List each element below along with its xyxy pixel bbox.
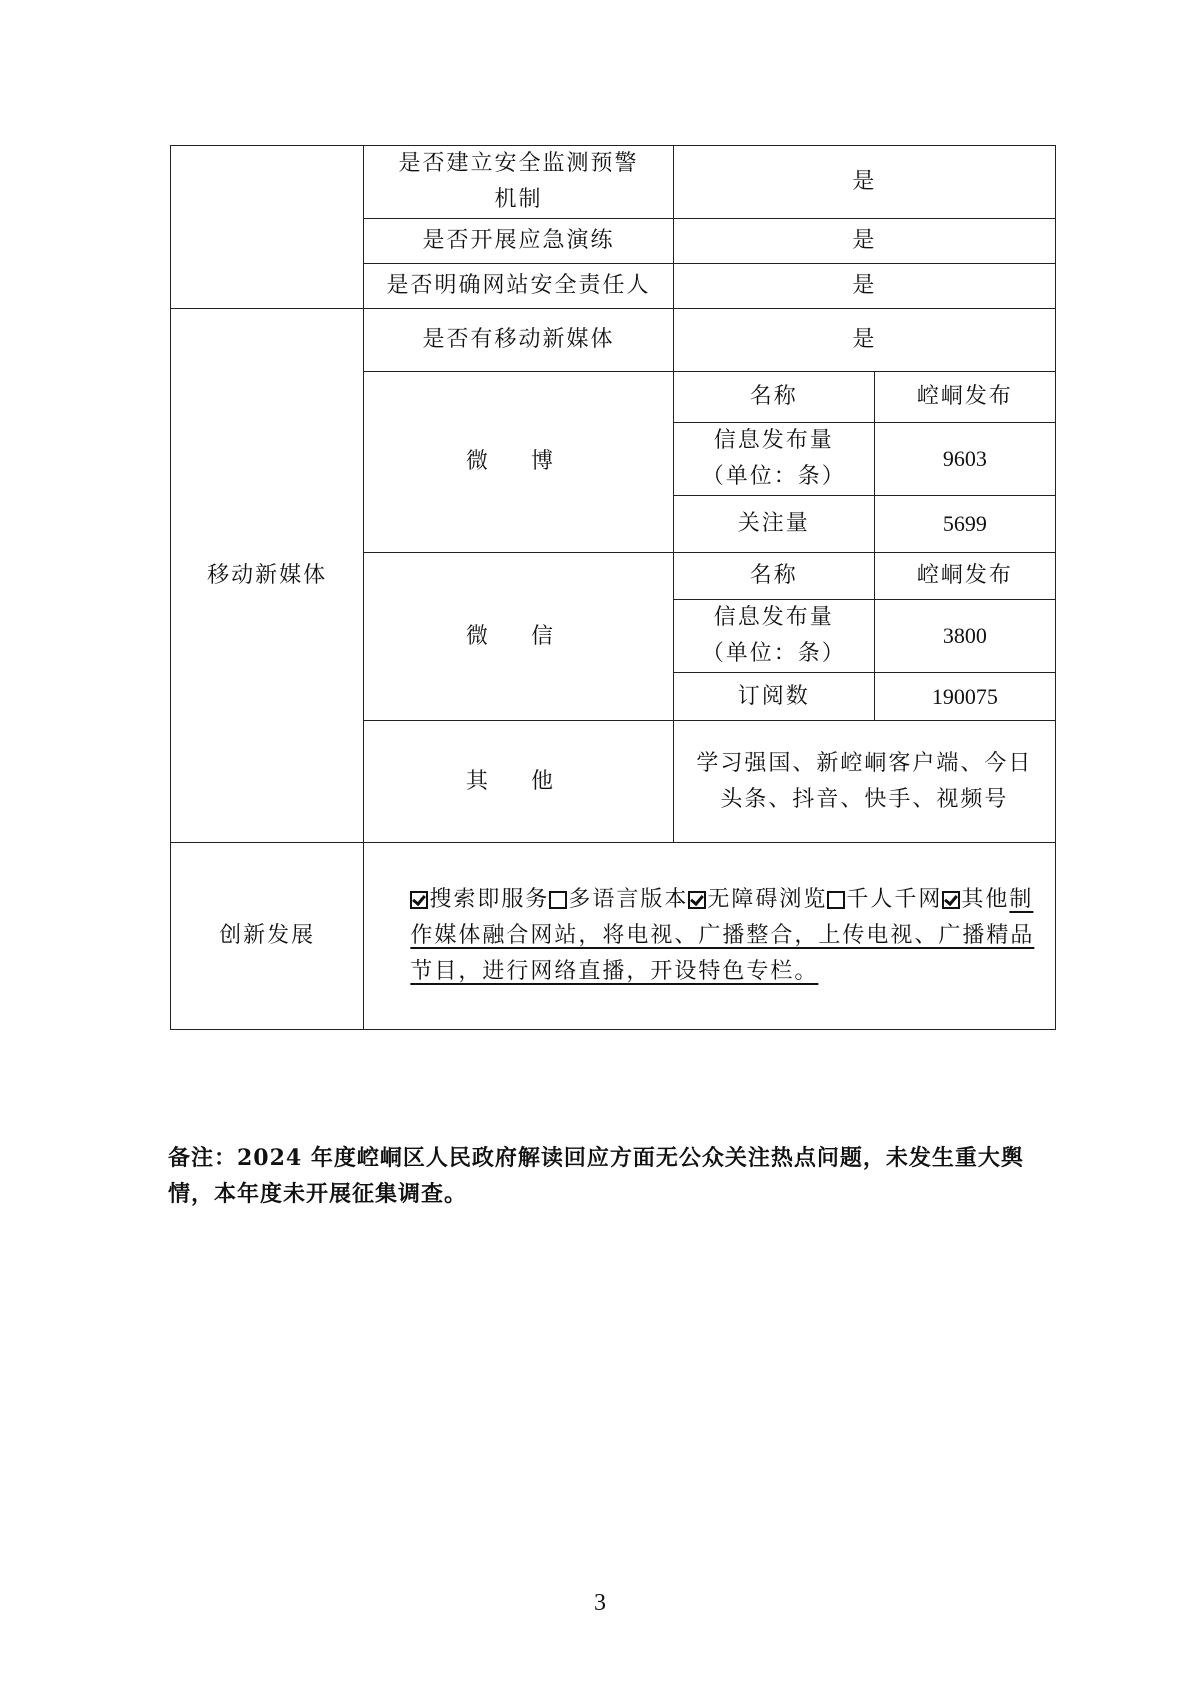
weibo-followers-label: 关注量 [673,496,874,553]
table-row [171,309,1056,372]
page-number: 3 [594,1590,606,1616]
wechat-label: 微 信 [364,553,673,721]
emergency-drill-value: 是 [673,219,1055,264]
innovation-option-search-service [410,887,549,912]
has-mobile-media-label: 是否有移动新媒体 [364,309,673,372]
option-label: 其他 [961,887,1010,912]
option-label: 搜索即服务 [429,887,550,912]
weibo-name-label: 名称 [673,372,874,423]
checkbox-icon [410,891,428,909]
checkbox-icon [688,891,706,909]
innovation-option-multilingual [549,887,688,912]
report-table [170,145,1056,1030]
innovation-option-personalized [827,887,942,912]
footnote: 备注：2024 年度崆峒区人民政府解读回应方面无公众关注热点问题，未发生重大舆情，本年度未开展征集调查。 [168,1145,1024,1207]
innovation-cell [364,843,1056,1030]
weibo-posts-label: 信息发布量（单位：条） [673,423,874,496]
security-officer-label: 是否明确网站安全责任人 [364,264,673,309]
wechat-name-value: 崆峒发布 [874,553,1055,600]
security-monitoring-value: 是 [673,146,1055,219]
emergency-drill-label: 是否开展应急演练 [364,219,673,264]
security-monitoring-label: 是否建立安全监测预警机制 [364,146,673,219]
mobile-media-section-label: 移动新媒体 [171,309,364,843]
other-media-value: 学习强国、新崆峒客户端、今日头条、抖音、快手、视频号 [673,721,1055,843]
weibo-label: 微 博 [364,372,673,553]
wechat-subscribers-label: 订阅数 [673,673,874,721]
checkbox-icon [827,891,845,909]
security-section-cell [171,146,364,309]
innovation-section-label: 创新发展 [171,843,364,1030]
weibo-followers-value: 5699 [874,496,1055,553]
option-label: 多语言版本 [568,887,689,912]
wechat-posts-label: 信息发布量（单位：条） [673,600,874,673]
table-row [171,146,1056,219]
other-media-label: 其 他 [364,721,673,843]
wechat-subscribers-value: 190075 [874,673,1055,721]
weibo-name-value: 崆峒发布 [874,372,1055,423]
innovation-option-other [942,887,1009,912]
checkbox-icon [942,891,960,909]
security-officer-value: 是 [673,264,1055,309]
option-label: 千人千网 [846,887,943,912]
option-label: 无障碍浏览 [707,887,828,912]
innovation-option-accessibility [688,887,827,912]
checkbox-icon [549,891,567,909]
weibo-posts-value: 9603 [874,423,1055,496]
has-mobile-media-value: 是 [673,309,1055,372]
wechat-name-label: 名称 [673,553,874,600]
innovation-other-text: 制作媒体融合网站，将电视、广播整合，上传电视、广播精品节目，进行网络直播，开设特色专栏。 [410,887,1035,984]
table-row [171,843,1056,1030]
wechat-posts-value: 3800 [874,600,1055,673]
